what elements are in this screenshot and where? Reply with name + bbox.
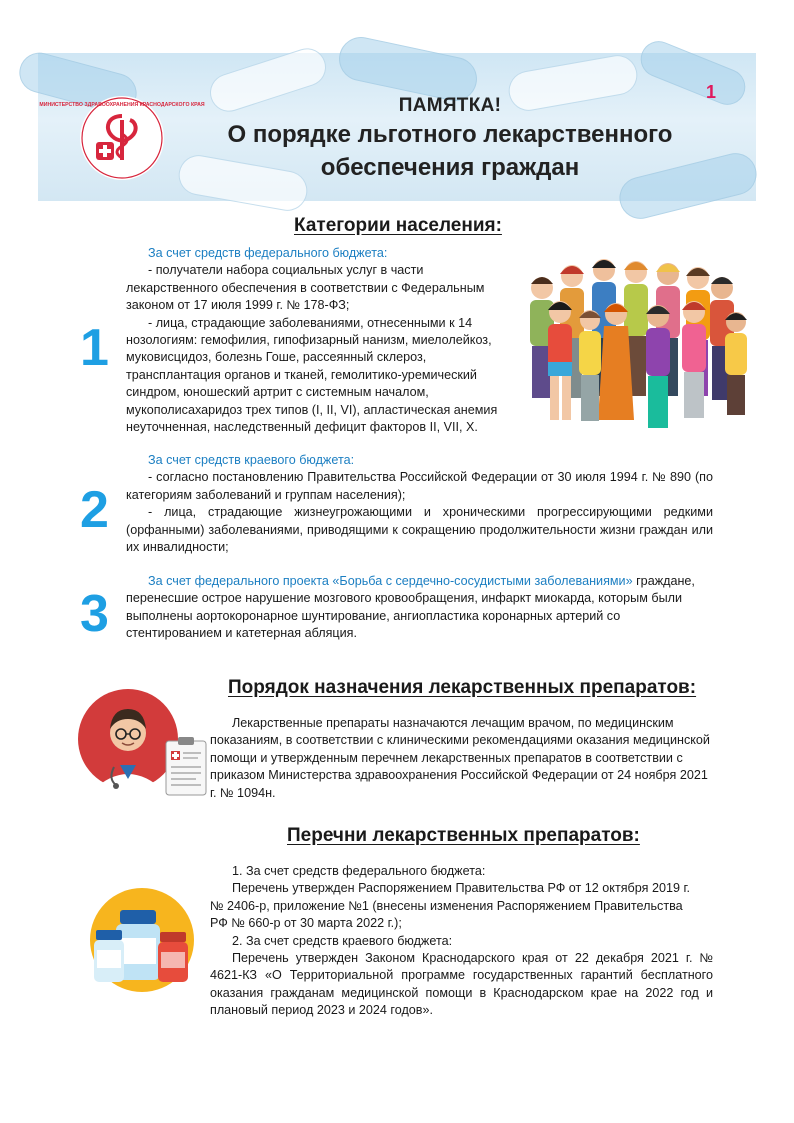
title-line-1: О порядке льготного лекарственного — [227, 121, 673, 148]
list-1-line: Перечень утвержден Распоряжением Правительства РФ от 12 октября 2019 г. — [232, 881, 691, 896]
category-1-source: За счет средств федерального бюджета: — [148, 246, 388, 260]
category-2-paragraph: - согласно постановлению Правительства Российской Федерации от 30 июля 1994 г. № 890 (по категориям заболеваний и группам населения); — [126, 470, 713, 502]
page-number: 1 — [706, 82, 717, 102]
lists-block — [210, 863, 713, 1020]
category-number-1: 1 — [80, 319, 109, 377]
people-crowd-illustration — [512, 250, 760, 440]
category-3-text: граждане, перенесшие острое нарушение мозгового кровообращения, инфаркт миокарда, которым были выполнены аортокоронарное шунтирование, ангиопластика коронарных артерий со стентированием и катетерная абляция. — [126, 574, 695, 641]
category-1-line: нозологиям: гемофилия, гипофизарный нанизм, миелолейкоз, — [126, 333, 492, 348]
lists-heading: Перечни лекарственных препаратов: — [287, 825, 640, 846]
badge-label: ПАМЯТКА! — [398, 95, 502, 116]
medicine-bottles-illustration — [84, 884, 202, 994]
category-1-line: неуточненная, наследственный дефицит факторов II, VII, X. — [126, 420, 478, 435]
person-icon — [682, 301, 706, 418]
category-1-line: лекарственного обеспечения в соответствии с Федеральным — [126, 280, 485, 295]
title-line-2: обеспечения граждан — [320, 154, 580, 181]
prescription-heading: Порядок назначения лекарственных препаратов: — [228, 677, 697, 698]
category-1-block — [126, 245, 521, 436]
category-2-source: За счет средств краевого бюджета: — [148, 453, 355, 467]
category-1-line: мукополисахаридоз трех типов (I, II, VI), апластическая анемия — [126, 402, 498, 417]
category-1-line: трансплантация органов и тканей, гемолитико-уремический — [126, 367, 477, 382]
ministry-logo — [39, 94, 205, 182]
category-number-3: 3 — [80, 585, 109, 643]
list-1-line: № 2406-р, приложение №1 (внесены изменения Распоряжением Правительства — [210, 898, 683, 913]
list-1-title: 1. За счет средств федерального бюджета: — [232, 864, 486, 878]
category-3-source: За счет федерального проекта «Борьба с сердечно-сосудистыми заболеваниями» — [148, 574, 633, 588]
category-3-block — [126, 573, 713, 643]
list-2-title: 2. За счет средств краевого бюджета: — [232, 933, 453, 948]
category-1-line: законом от 17 июля 1999 г. № 178-ФЗ; — [126, 298, 350, 313]
category-1-line: муковисцидоз, болезнь Гоше, рассеянный склероз, — [126, 350, 427, 365]
category-2-paragraph: - лица, страдающие жизнеугрожающими и хроническими прогрессирующими редкими (орфанными) заболеваниями, приводящими к сокращению продолжительности жизни граждан или их инвалидности; — [126, 505, 713, 555]
category-1-line: - получатели набора социальных услуг в части — [148, 263, 424, 278]
category-1-line: - лица, страдающие заболеваниями, отнесенными к 14 — [148, 315, 473, 330]
prescription-text: Лекарственные препараты назначаются лечащим врачом, по медицинским показаниям, в соответствии с клиническими рекомендациями оказания медицинской помощи и утвержденным перечнем лекарственных препаратов в соответствии с приказом Министерства здравоохранения Российской Федерации от 24 ноября 2021 г. № 1094н. — [210, 716, 710, 800]
category-1-line: синдром, юношеский артрит с системным началом, — [126, 385, 429, 400]
list-1-line: РФ № 660-р от 30 марта 2022 г.); — [210, 916, 402, 931]
category-number-2: 2 — [80, 481, 109, 539]
category-2-block — [126, 452, 713, 556]
doctor-illustration — [78, 687, 212, 797]
page-title — [160, 95, 740, 183]
list-2-text: Перечень утвержден Законом Краснодарского края от 22 декабря 2021 г. № 4621-КЗ «О Территориальной программе государственных гарантий бесплатного оказания гражданам медицинской помощи в Краснодарском крае на 2022 год и плановый период 2023 и 2024 годов». — [210, 951, 713, 1018]
logo-text: МИНИСТЕРСТВО ЗДРАВООХРАНЕНИЯ КРАСНОДАРСКОГО КРАЯ — [39, 102, 205, 108]
categories-heading: Категории населения: — [294, 215, 502, 236]
person-icon — [548, 301, 572, 420]
person-icon — [725, 312, 747, 415]
